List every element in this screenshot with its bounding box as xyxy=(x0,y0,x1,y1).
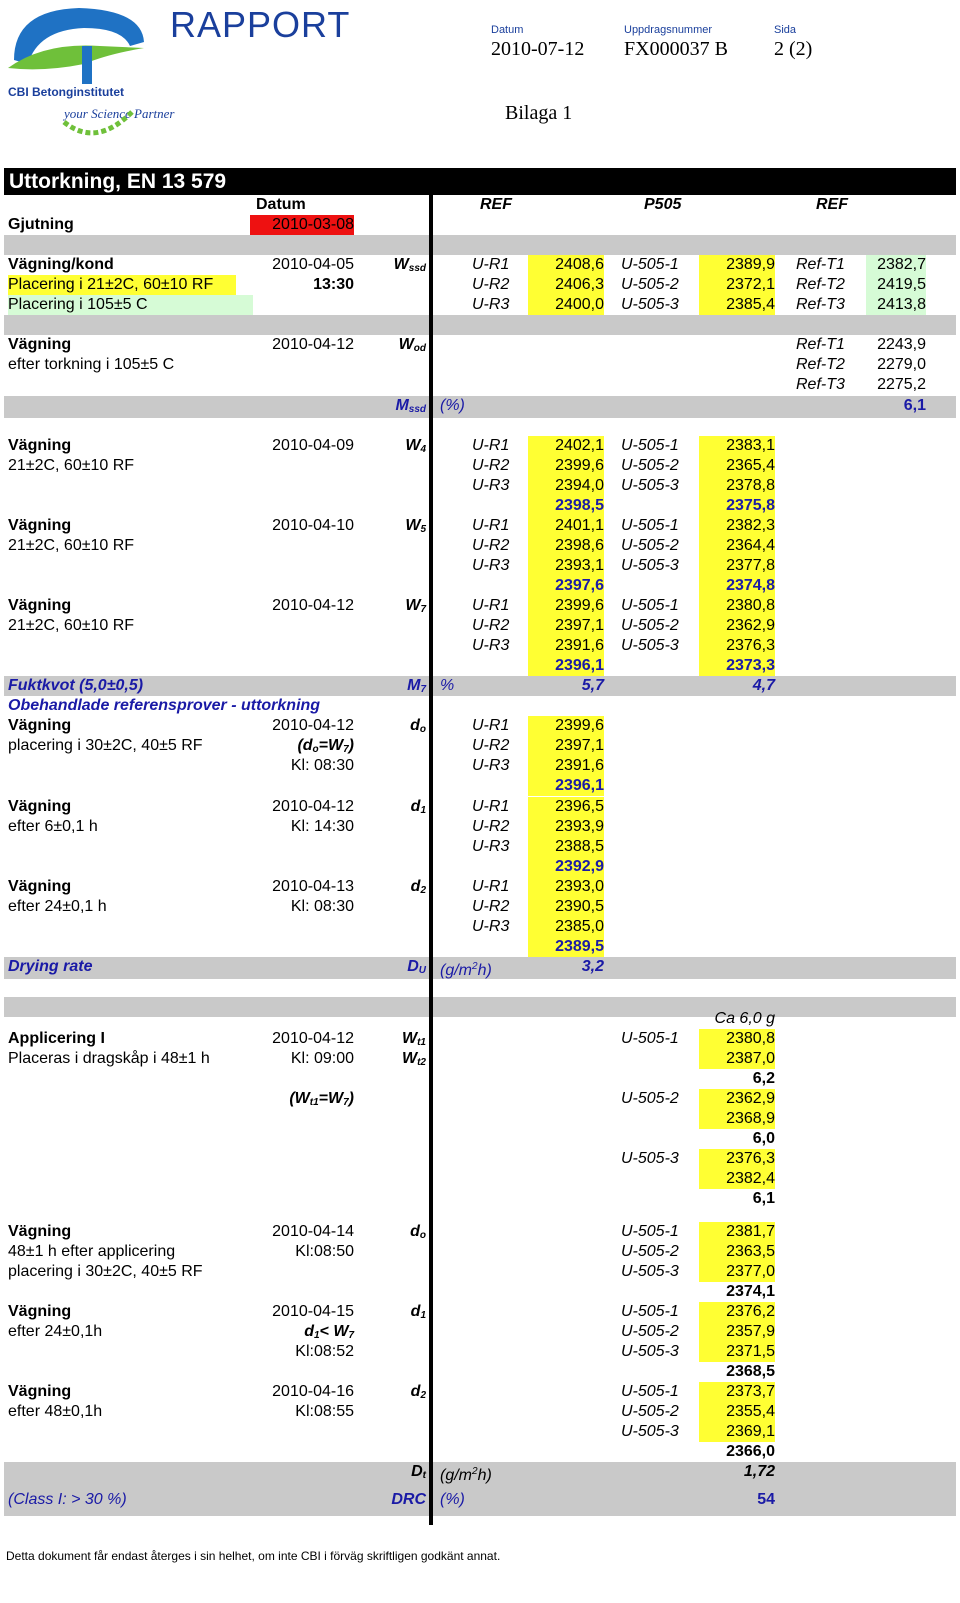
value-cell: 2391,6 xyxy=(528,636,604,656)
average-value: 2392,9 xyxy=(528,857,604,877)
weighing-label: Vägning xyxy=(8,1223,72,1240)
sample-id: Ref-T1 xyxy=(796,336,845,353)
sample-id: U-505-2 xyxy=(621,1243,679,1260)
weighing-label: Vägning xyxy=(8,717,72,734)
sample-id: U-505-2 xyxy=(621,276,679,293)
drying-symbol: $D_U$ xyxy=(407,958,426,976)
value-cell: 2382,3 xyxy=(699,516,775,536)
average-value: 2374,1 xyxy=(726,1283,775,1300)
uppdrag-label: Uppdragsnummer xyxy=(624,24,713,36)
value-cell: 2399,6 xyxy=(528,596,604,616)
org-name: CBI Betonginstitutet xyxy=(8,85,124,99)
average-value: 2374,8 xyxy=(699,576,775,596)
separator-band xyxy=(4,997,956,1017)
kond-placement-21: Placering i 21±2C, 60±10 RF xyxy=(8,275,236,295)
value-cell: 2380,8 xyxy=(699,1029,775,1049)
sample-id: U-R1 xyxy=(472,437,510,454)
od-label: Vägning xyxy=(8,336,72,353)
applied-difference: 6,2 xyxy=(752,1070,775,1087)
value-cell: 2383,1 xyxy=(699,436,775,456)
weighing-note: $(d_o=W_7)$ xyxy=(297,737,354,755)
dt-value: 1,72 xyxy=(743,1463,775,1480)
sample-id: U-505-2 xyxy=(621,457,679,474)
value-cell: 2400,0 xyxy=(528,295,604,315)
weighing-date: 2010-04-12 xyxy=(272,798,354,815)
sample-id: U-R1 xyxy=(472,256,510,273)
fuktkvot-label: Fuktkvot (5,0±0,5) xyxy=(8,677,144,694)
sample-id: U-505-1 xyxy=(621,1383,679,1400)
value-cell: 2419,5 xyxy=(866,275,926,295)
sample-id: U-505-2 xyxy=(621,1323,679,1340)
weighing-condition: 21±2C, 60±10 RF xyxy=(8,617,135,634)
average-value: 2375,8 xyxy=(699,496,775,516)
value-cell: 2368,9 xyxy=(699,1109,775,1129)
sample-id: U-505-2 xyxy=(621,1090,679,1107)
mssd-band xyxy=(4,396,956,418)
gjutning-date: 2010-03-08 xyxy=(250,215,354,235)
average-value: 2396,1 xyxy=(528,656,604,676)
sample-id: U-R1 xyxy=(472,798,510,815)
kond-date: 2010-04-05 xyxy=(272,256,354,273)
drc-band xyxy=(4,1490,956,1516)
weighing-date: 2010-04-16 xyxy=(272,1383,354,1400)
weighing-date: 2010-04-14 xyxy=(272,1223,354,1240)
weighing-condition: 21±2C, 60±10 RF xyxy=(8,537,135,554)
sample-id: U-R2 xyxy=(472,737,510,754)
value-cell: 2387,0 xyxy=(699,1049,775,1069)
sample-id: U-R1 xyxy=(472,597,510,614)
weighing-condition: 48±1 h efter applicering xyxy=(8,1243,176,1260)
weighing-label: Vägning xyxy=(8,597,72,614)
drc-class-label: (Class I: > 30 %) xyxy=(8,1491,127,1508)
column-divider xyxy=(429,190,433,1525)
symbol-label: $d_1$ xyxy=(410,1303,426,1321)
symbol-label: $W_5$ xyxy=(405,517,426,535)
mssd-unit: (%) xyxy=(440,397,465,414)
value-cell: 2365,4 xyxy=(699,456,775,476)
value-cell: 2394,0 xyxy=(528,476,604,496)
weighing-time: Kl:08:52 xyxy=(295,1343,354,1360)
kond-time: 13:30 xyxy=(313,276,354,293)
value-cell: 2371,5 xyxy=(699,1342,775,1362)
symbol-label: $W_{t1}$ xyxy=(401,1030,426,1048)
sample-id: U-R2 xyxy=(472,617,510,634)
fuktkvot-u: 5,7 xyxy=(581,677,604,694)
sample-id: U-R1 xyxy=(472,717,510,734)
sample-id: U-505-1 xyxy=(621,256,679,273)
drying-value: 3,2 xyxy=(581,958,604,975)
weighing-date: 2010-04-12 xyxy=(272,597,354,614)
sample-id: U-505-3 xyxy=(621,557,679,574)
value-cell: 2388,5 xyxy=(528,837,604,857)
separator-band xyxy=(4,235,956,255)
symbol-label: $W_{t2}$ xyxy=(401,1050,426,1068)
kond-placement-105: Placering i 105±5 C xyxy=(8,295,253,315)
sample-id: U-R3 xyxy=(472,477,510,494)
average-value: 2368,5 xyxy=(726,1363,775,1380)
sample-id: U-R3 xyxy=(472,838,510,855)
sample-id: U-R3 xyxy=(472,918,510,935)
dt-unit: $(g/m^2h)$ xyxy=(440,1466,492,1484)
application-time: Kl: 09:00 xyxy=(290,1050,354,1067)
weighing-label: Vägning xyxy=(8,798,72,815)
bilaga-label: Bilaga 1 xyxy=(505,102,573,124)
sample-id: U-R1 xyxy=(472,517,510,534)
symbol-label: $d_o$ xyxy=(410,717,426,735)
average-value: 2373,3 xyxy=(699,656,775,676)
od-sublabel: efter torkning i 105±5 C xyxy=(8,356,175,373)
symbol-label: $W_{ssd}$ xyxy=(393,256,426,274)
value-cell: 2399,6 xyxy=(528,456,604,476)
average-value: 2366,0 xyxy=(726,1443,775,1460)
value-cell: 2385,0 xyxy=(528,917,604,937)
value-cell: 2376,3 xyxy=(699,1149,775,1169)
value-cell: 2402,1 xyxy=(528,436,604,456)
value-cell: 2279,0 xyxy=(877,356,926,373)
weighing-date: 2010-04-10 xyxy=(272,517,354,534)
value-cell: 2408,6 xyxy=(528,255,604,275)
value-cell: 2393,1 xyxy=(528,556,604,576)
sample-id: U-R3 xyxy=(472,637,510,654)
weighing-label: Vägning xyxy=(8,517,72,534)
mssd-value: 6,1 xyxy=(903,397,926,414)
value-cell: 2397,1 xyxy=(528,736,604,756)
value-cell: 2377,8 xyxy=(699,556,775,576)
application-note: $(W_{t1}=W_7)$ xyxy=(289,1090,354,1108)
drc-value: 54 xyxy=(757,1491,775,1508)
value-cell: 2363,5 xyxy=(699,1242,775,1262)
weighing-date: 2010-04-15 xyxy=(272,1303,354,1320)
symbol-label: $W_7$ xyxy=(405,597,426,615)
weighing-condition: efter 24±0,1h xyxy=(8,1323,103,1340)
value-cell: 2397,1 xyxy=(528,616,604,636)
value-cell: 2376,2 xyxy=(699,1302,775,1322)
drc-unit: (%) xyxy=(440,1491,465,1508)
sample-id: U-R3 xyxy=(472,296,510,313)
weighing-condition: efter 48±0,1h xyxy=(8,1403,103,1420)
applied-difference: 6,1 xyxy=(752,1190,775,1207)
value-cell: 2362,9 xyxy=(699,616,775,636)
weighing-condition: 21±2C, 60±10 RF xyxy=(8,457,135,474)
drying-unit: $(g/m^2h)$ xyxy=(440,961,492,979)
report-title: RAPPORT xyxy=(170,4,351,45)
weighing-note: $d_1< W_7$ xyxy=(304,1323,354,1341)
application-label: Applicering I xyxy=(8,1030,105,1047)
value-cell: 2355,4 xyxy=(699,1402,775,1422)
value-cell: 2413,8 xyxy=(866,295,926,315)
weighing-time: Kl: 08:30 xyxy=(290,898,354,915)
value-cell: 2275,2 xyxy=(877,376,926,393)
value-cell: 2401,1 xyxy=(528,516,604,536)
drc-symbol: DRC xyxy=(391,1491,426,1508)
value-cell: 2393,9 xyxy=(528,817,604,837)
value-cell: 2381,7 xyxy=(699,1222,775,1242)
value-cell: 2393,0 xyxy=(528,877,604,897)
sample-id: Ref-T3 xyxy=(796,296,845,313)
sample-id: U-505-3 xyxy=(621,1150,679,1167)
fuktkvot-p: 4,7 xyxy=(752,677,775,694)
value-cell: 2398,6 xyxy=(528,536,604,556)
value-cell: 2364,4 xyxy=(699,536,775,556)
value-cell: 2390,5 xyxy=(528,897,604,917)
weighing-date: 2010-04-12 xyxy=(272,717,354,734)
sample-id: Ref-T3 xyxy=(796,376,845,393)
sample-id: U-505-1 xyxy=(621,517,679,534)
sida-label: Sida xyxy=(774,24,797,36)
fuktkvot-band xyxy=(4,676,956,696)
weighing-date: 2010-04-09 xyxy=(272,437,354,454)
symbol-label: $d_1$ xyxy=(410,798,426,816)
average-value: 2398,5 xyxy=(528,496,604,516)
weighing-condition: efter 24±0,1 h xyxy=(8,898,107,915)
application-condition: Placeras i dragskåp i 48±1 h xyxy=(8,1050,210,1067)
p505-col-header: P505 xyxy=(644,196,682,213)
value-cell: 2382,7 xyxy=(866,255,926,275)
sample-id: U-R2 xyxy=(472,276,510,293)
application-date: 2010-04-12 xyxy=(272,1030,354,1047)
average-value: 2389,5 xyxy=(528,937,604,957)
table-title-bar xyxy=(4,168,956,195)
dt-symbol: $D_t$ xyxy=(411,1463,426,1481)
report-header xyxy=(0,0,960,160)
value-cell: 2391,6 xyxy=(528,756,604,776)
sample-id: U-505-1 xyxy=(621,597,679,614)
value-cell: 2382,4 xyxy=(699,1169,775,1189)
sida-value: 2 (2) xyxy=(774,38,813,60)
datum-label: Datum xyxy=(491,24,524,36)
cbi-logo xyxy=(4,2,175,150)
value-cell: 2406,3 xyxy=(528,275,604,295)
symbol-label: $d_o$ xyxy=(410,1223,426,1241)
sample-id: U-505-3 xyxy=(621,1423,679,1440)
fuktkvot-unit: % xyxy=(440,677,455,694)
sample-id: U-R3 xyxy=(472,557,510,574)
sample-id: U-505-1 xyxy=(621,1030,679,1047)
sample-id: U-R2 xyxy=(472,818,510,835)
value-cell: 2377,0 xyxy=(699,1262,775,1282)
sample-id: U-505-2 xyxy=(621,537,679,554)
value-cell: 2376,3 xyxy=(699,636,775,656)
data-table xyxy=(4,195,956,1525)
sample-id: U-505-3 xyxy=(621,1343,679,1360)
weighing-time: Kl:08:55 xyxy=(295,1403,354,1420)
sample-id: U-505-1 xyxy=(621,1303,679,1320)
value-cell: 2385,4 xyxy=(699,295,775,315)
footer-note: Detta dokument får endast återges i sin helhet, om inte CBI i förväg skriftligen godkänt annat. xyxy=(6,1549,501,1563)
kond-label: Vägning/kond xyxy=(8,256,114,273)
applied-difference: 6,0 xyxy=(752,1130,775,1147)
weighing-label: Vägning xyxy=(8,878,72,895)
sample-id: Ref-T2 xyxy=(796,356,845,373)
obehandlade-label: Obehandlade referensprover - uttorkning xyxy=(8,697,321,714)
weighing-time: Kl: 08:30 xyxy=(290,757,354,774)
sample-id: U-R1 xyxy=(472,878,510,895)
sample-id: U-R2 xyxy=(472,898,510,915)
sample-id: U-505-3 xyxy=(621,477,679,494)
uppdrag-value: FX000037 B xyxy=(624,38,728,60)
od-date: 2010-04-12 xyxy=(272,336,354,353)
sample-id: U-505-3 xyxy=(621,296,679,313)
sample-id: Ref-T1 xyxy=(796,256,845,273)
sample-id: U-505-1 xyxy=(621,437,679,454)
fuktkvot-symbol: $M_7$ xyxy=(407,677,426,695)
symbol-label: $d_2$ xyxy=(410,1383,426,1401)
value-cell: 2380,8 xyxy=(699,596,775,616)
weighing-label: Vägning xyxy=(8,437,72,454)
value-cell: 2357,9 xyxy=(699,1322,775,1342)
value-cell: 2389,9 xyxy=(699,255,775,275)
weighing-condition: placering i 30±2C, 40±5 RF xyxy=(8,1263,203,1280)
sample-id: U-505-2 xyxy=(621,617,679,634)
ref2-col-header: REF xyxy=(816,196,848,213)
sample-id: U-R2 xyxy=(472,457,510,474)
weighing-time: Kl: 14:30 xyxy=(290,818,354,835)
value-cell: 2399,6 xyxy=(528,716,604,736)
average-value: 2397,6 xyxy=(528,576,604,596)
sample-id: U-R3 xyxy=(472,757,510,774)
symbol-label: $W_4$ xyxy=(405,437,426,455)
value-cell: 2369,1 xyxy=(699,1422,775,1442)
value-cell: 2362,9 xyxy=(699,1089,775,1109)
symbol-label: $d_2$ xyxy=(410,878,426,896)
table-title: Uttorkning, EN 13 579 xyxy=(9,170,227,193)
sample-id: Ref-T2 xyxy=(796,276,845,293)
weighing-label: Vägning xyxy=(8,1383,72,1400)
weighing-date: 2010-04-13 xyxy=(272,878,354,895)
ref-col-header: REF xyxy=(480,196,512,213)
weighing-condition: placering i 30±2C, 40±5 RF xyxy=(8,737,203,754)
drying-rate-label: Drying rate xyxy=(8,958,93,975)
gjutning-label: Gjutning xyxy=(8,216,74,233)
sample-id: U-R2 xyxy=(472,537,510,554)
value-cell: 2373,7 xyxy=(699,1382,775,1402)
value-cell: 2378,8 xyxy=(699,476,775,496)
sample-id: U-505-3 xyxy=(621,1263,679,1280)
value-cell: 2396,5 xyxy=(528,797,604,817)
weighing-condition: efter 6±0,1 h xyxy=(8,818,98,835)
value-cell: 2372,1 xyxy=(699,275,775,295)
weighing-label: Vägning xyxy=(8,1303,72,1320)
sample-id: U-505-3 xyxy=(621,637,679,654)
datum-col-header: Datum xyxy=(256,196,306,213)
datum-value: 2010-07-12 xyxy=(491,38,585,60)
weighing-time: Kl:08:50 xyxy=(295,1243,354,1260)
slogan-text: your Science Partner xyxy=(64,106,175,121)
sample-id: U-505-1 xyxy=(621,1223,679,1240)
sample-id: U-505-2 xyxy=(621,1403,679,1420)
symbol-label: $W_{od}$ xyxy=(398,336,426,354)
separator-band xyxy=(4,315,956,335)
applied-amount: Ca 6,0 g xyxy=(714,1010,775,1027)
mssd-symbol: $M_{ssd}$ xyxy=(395,397,426,415)
average-value: 2396,1 xyxy=(528,776,604,796)
value-cell: 2243,9 xyxy=(877,336,926,353)
